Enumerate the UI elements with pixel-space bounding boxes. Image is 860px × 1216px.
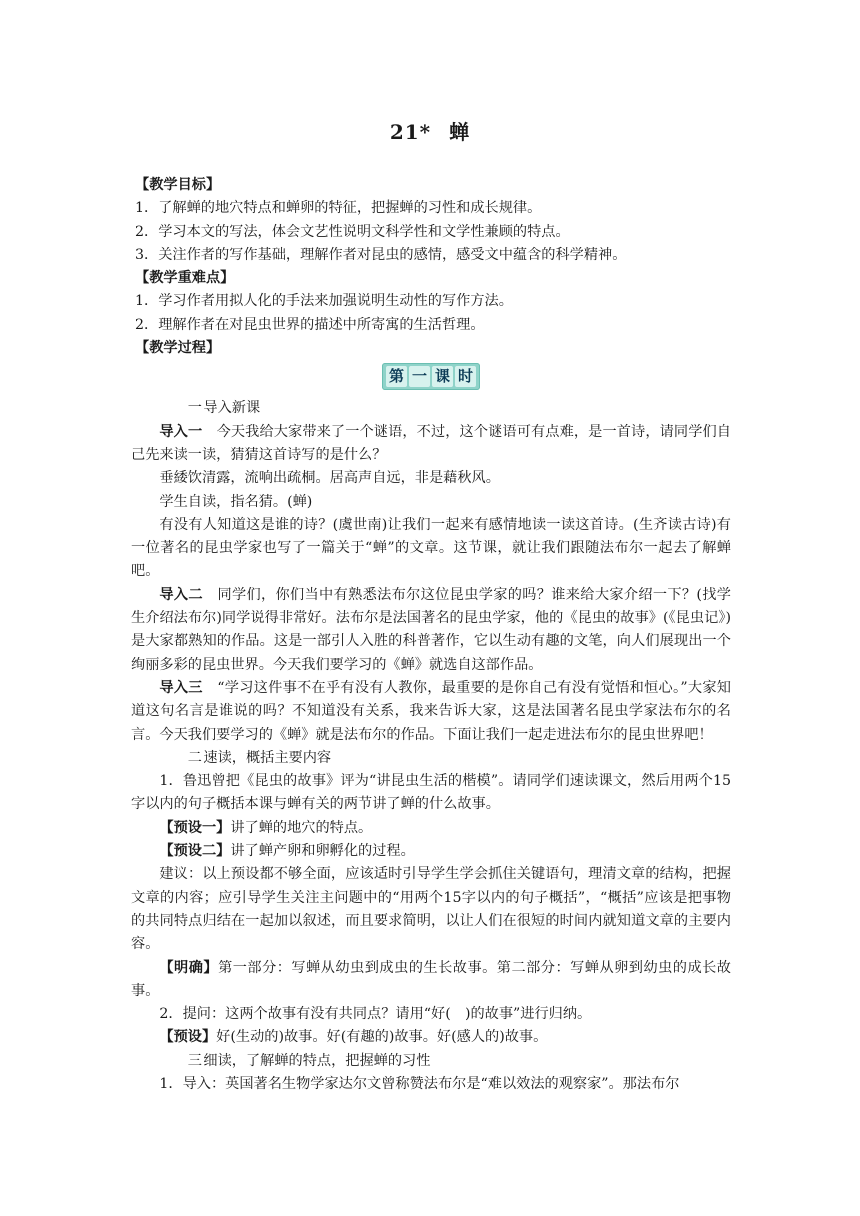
objective-item: 3．关注作者的写作基础，理解作者对昆虫的感情，感受文中蕴含的科学精神。 [135, 246, 627, 263]
banner-char: 第 [386, 366, 407, 387]
preset-label: 【预设一】 [159, 819, 231, 836]
paragraph: 建议：以上预设都不够全面，应该适时引导学生学会抓住关键语句，理清文章的结构，把握文章的内容；应引导学生关注主问题中的“用两个15字以内的句子概括”，“概括”应该是把事物的共同特点归结在一起加以叙述，而且要求简明，以让人们在很短的时间内就知道文章的主要内容。 [131, 866, 731, 953]
paragraph: 学生自读，指名猜。(蝉) [159, 493, 313, 510]
section-heading: 二速读，概括主要内容 [187, 749, 332, 766]
objective-item: 1．了解蝉的地穴特点和蝉卵的特征，把握蝉的习性和成长规律。 [135, 200, 542, 217]
poem-line: 垂緌饮清露，流响出疏桐。居高声自远，非是藉秋风。 [159, 470, 500, 487]
section-heading: 一导入新课 [187, 400, 261, 417]
intro-paragraph: 导入三 “学习这件事不在乎有没有人教你，最重要的是你自己有没有觉悟和恒心。”大家知道这句名言是谁说的吗？不知道没有关系，我来告诉大家，这是法国著名昆虫学家法布尔的名言。今天我们要学习的《蝉》就是法布尔的作品。下面让我们一起走进法布尔的昆虫世界吧！ [131, 679, 731, 743]
lesson-title [0, 116, 860, 145]
banner-char: 一 [409, 366, 430, 387]
clarify-paragraph: 【明确】第一部分：写蝉从幼虫到成虫的生长故事。第二部分：写蝉从卵到幼虫的成长故事。 [131, 959, 731, 999]
first-lesson-banner [131, 360, 731, 397]
intro-label: 导入一 [159, 423, 203, 440]
intro-label: 导入二 [159, 586, 203, 603]
intro-paragraph: 导入二 同学们，你们当中有熟悉法布尔这位昆虫学家的吗？谁来给大家介绍一下？(找学生介绍法布尔)同学说得非常好。法布尔是法国著名的昆虫学家，他的《昆虫的故事》(《昆虫记》)是大家都熟知的作品。这是一部引人入胜的科普著作，它以生动有趣的文笔，向人们展现出一个绚丽多彩的昆虫世界。今天我们要学习的《蝉》就选自这部作品。 [131, 586, 731, 673]
banner-char: 课 [432, 366, 453, 387]
paragraph: 1．鲁迅曾把《昆虫的故事》评为“讲昆虫生活的楷模”。请同学们速读课文，然后用两个15字以内的句子概括本课与蝉有关的两节讲了蝉的什么故事。 [131, 773, 731, 813]
paragraph: 有没有人知道这是谁的诗？(虞世南)让我们一起来有感情地读一读这首诗。(生齐读古诗)有一位著名的昆虫学家也写了一篇关于“蝉”的文章。这节课，就让我们跟随法布尔一起去了解蝉吧。 [131, 516, 731, 580]
lesson-name: 蝉 [449, 120, 471, 144]
clarify-label: 【明确】 [159, 959, 219, 976]
key-points-heading: 【教学重难点】 [135, 270, 235, 287]
intro-label: 导入三 [159, 679, 203, 696]
preset-paragraph: 【预设一】讲了蝉的地穴的特点。 [159, 819, 373, 836]
preset-paragraph: 【预设二】讲了蝉产卵和卵孵化的过程。 [159, 843, 415, 860]
objective-item: 2．学习本文的写法，体会文艺性说明文科学性和文学性兼顾的特点。 [135, 223, 570, 240]
paragraph: 1．导入：英国著名生物学家达尔文曾称赞法布尔是“难以效法的观察家”。那法布尔 [159, 1075, 680, 1092]
process-heading: 【教学过程】 [135, 340, 221, 357]
preset-label: 【预设二】 [159, 843, 231, 860]
objectives-heading: 【教学目标】 [135, 177, 221, 193]
section-heading: 三细读，了解蝉的特点，把握蝉的习性 [187, 1052, 431, 1069]
key-point-item: 2．理解作者在对昆虫世界的描述中所寄寓的生活哲理。 [135, 316, 485, 333]
lesson-body [131, 174, 731, 1096]
preset-paragraph: 【预设】好(生动的)故事。好(有趣的)故事。好(感人的)故事。 [159, 1029, 548, 1046]
key-point-item: 1．学习作者用拟人化的手法来加强说明生动性的写作方法。 [135, 293, 513, 310]
paragraph: 2．提问：这两个故事有没有共同点？请用“好( )的故事”进行归纳。 [159, 1006, 592, 1023]
intro-paragraph: 导入一 今天我给大家带来了一个谜语，不过，这个谜语可有点难，是一首诗，请同学们自己先来读一读，猜猜这首诗写的是什么？ [131, 423, 731, 463]
lesson-number: 21* [389, 120, 432, 144]
banner-char: 时 [455, 366, 476, 387]
preset-label: 【预设】 [159, 1029, 217, 1046]
